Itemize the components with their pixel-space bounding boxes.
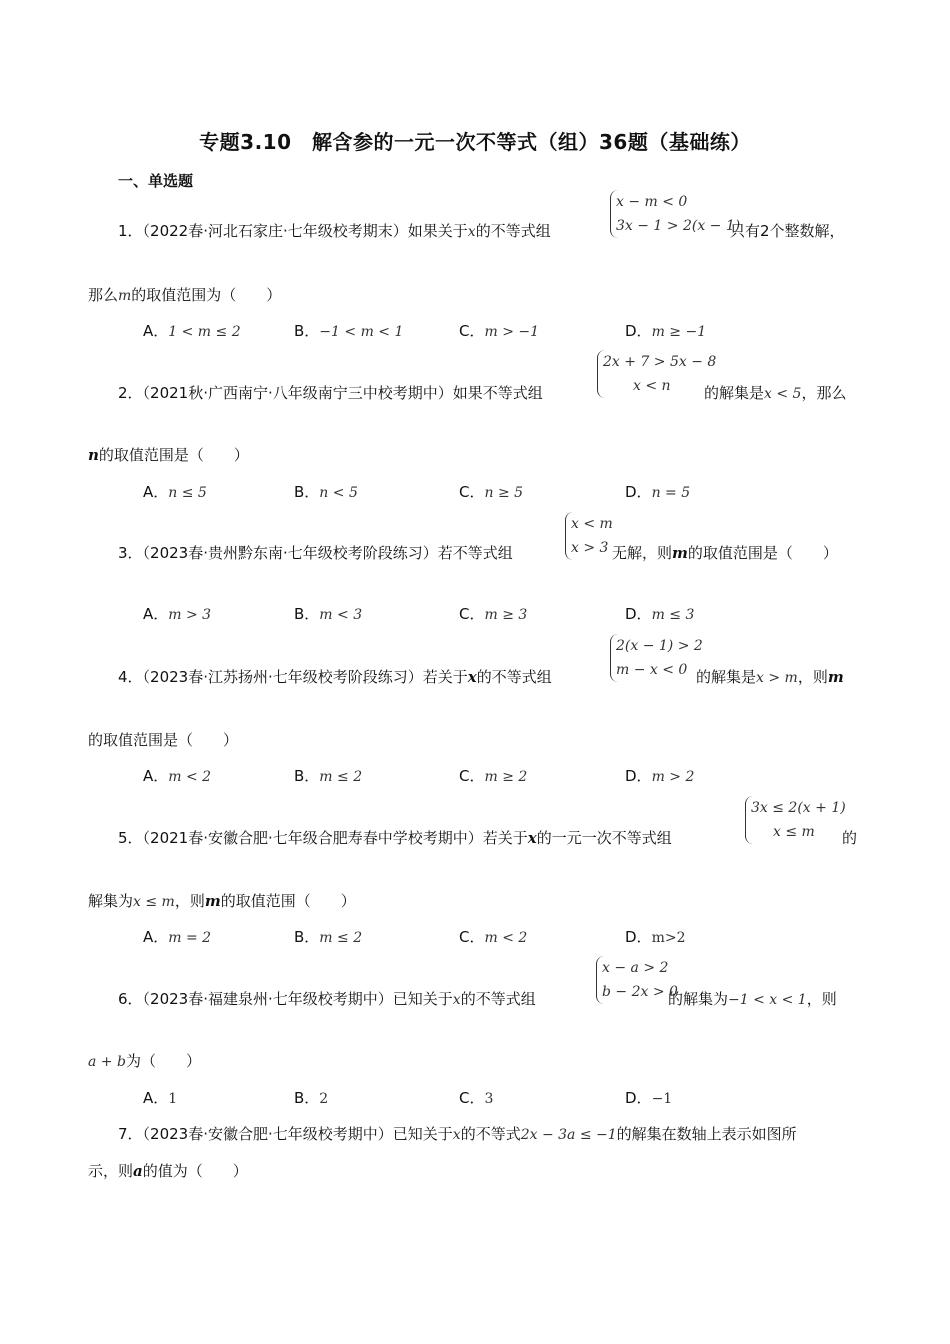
option-a[interactable]: A．m < 2 — [143, 767, 212, 785]
question-number: 1． — [118, 222, 143, 240]
option-c[interactable]: C．n ≥ 5 — [459, 483, 524, 501]
option-a[interactable]: A．n ≤ 5 — [143, 483, 207, 501]
option-d[interactable]: D．−1 — [625, 1089, 673, 1107]
option-d[interactable]: D．m ≥ −1 — [625, 322, 707, 340]
question-number: 2． — [118, 384, 143, 402]
question-source: （2022春·河北石家庄·七年级校考期末） — [142, 222, 408, 240]
option-c[interactable]: C．m < 2 — [459, 928, 528, 946]
option-c[interactable]: C．m ≥ 2 — [459, 767, 528, 785]
option-d[interactable]: D．n = 5 — [625, 483, 691, 501]
question-source: （2023春·福建泉州·七年级校考期中） — [142, 990, 393, 1008]
option-b[interactable]: B．n < 5 — [294, 483, 358, 501]
option-b[interactable]: B．2 — [294, 1089, 329, 1107]
option-b[interactable]: B．m ≤ 2 — [294, 767, 363, 785]
option-d[interactable]: D．m>2 — [625, 928, 686, 946]
question-number: 4． — [118, 668, 143, 686]
question-source: （2023春·贵州黔东南·七年级校考阶段练习） — [142, 544, 438, 562]
option-a[interactable]: A．1 < m ≤ 2 — [143, 322, 241, 340]
option-d[interactable]: D．m > 2 — [625, 767, 695, 785]
question-number: 6． — [118, 990, 143, 1008]
option-d[interactable]: D．m ≤ 3 — [625, 605, 695, 623]
option-c[interactable]: C．m ≥ 3 — [459, 605, 528, 623]
question-source: （2023春·江苏扬州·七年级校考阶段练习） — [142, 668, 423, 686]
question-number: 5． — [118, 829, 143, 847]
option-c[interactable]: C．3 — [459, 1089, 494, 1107]
option-b[interactable]: B．m < 3 — [294, 605, 363, 623]
inequality-system: x − a > 2 b − 2x > 0 — [596, 956, 678, 1004]
question-source: （2023春·安徽合肥·七年级校考期中） — [142, 1125, 393, 1143]
question-source: （2021秋·广西南宁·八年级南宁三中校考期中） — [142, 384, 453, 402]
question-source: （2021春·安徽合肥·七年级合肥寿春中学校考期中） — [142, 829, 483, 847]
question-number: 3． — [118, 544, 143, 562]
inequality-system: 2(x − 1) > 2 m − x < 0 — [610, 634, 703, 682]
inequality-system: x < m x > 3 — [565, 512, 613, 560]
option-a[interactable]: A．m = 2 — [143, 928, 212, 946]
option-b[interactable]: B．m ≤ 2 — [294, 928, 363, 946]
option-a[interactable]: A．1 — [143, 1089, 178, 1107]
option-b[interactable]: B．−1 < m < 1 — [294, 322, 404, 340]
inequality-system: x − m < 0 3x − 1 > 2(x − 1) — [610, 190, 740, 238]
option-c[interactable]: C．m > −1 — [459, 322, 540, 340]
inequality-system: 3x ≤ 2(x + 1) x ≤ m — [745, 796, 846, 844]
page-title: 专题3.10 解含参的一元一次不等式（组）36题（基础练） — [199, 130, 751, 154]
question-number: 7． — [118, 1125, 143, 1143]
section-heading: 一、单选题 — [118, 172, 194, 190]
option-a[interactable]: A．m > 3 — [143, 605, 212, 623]
inequality-system: 2x + 7 > 5x − 8 x < n — [597, 350, 716, 398]
